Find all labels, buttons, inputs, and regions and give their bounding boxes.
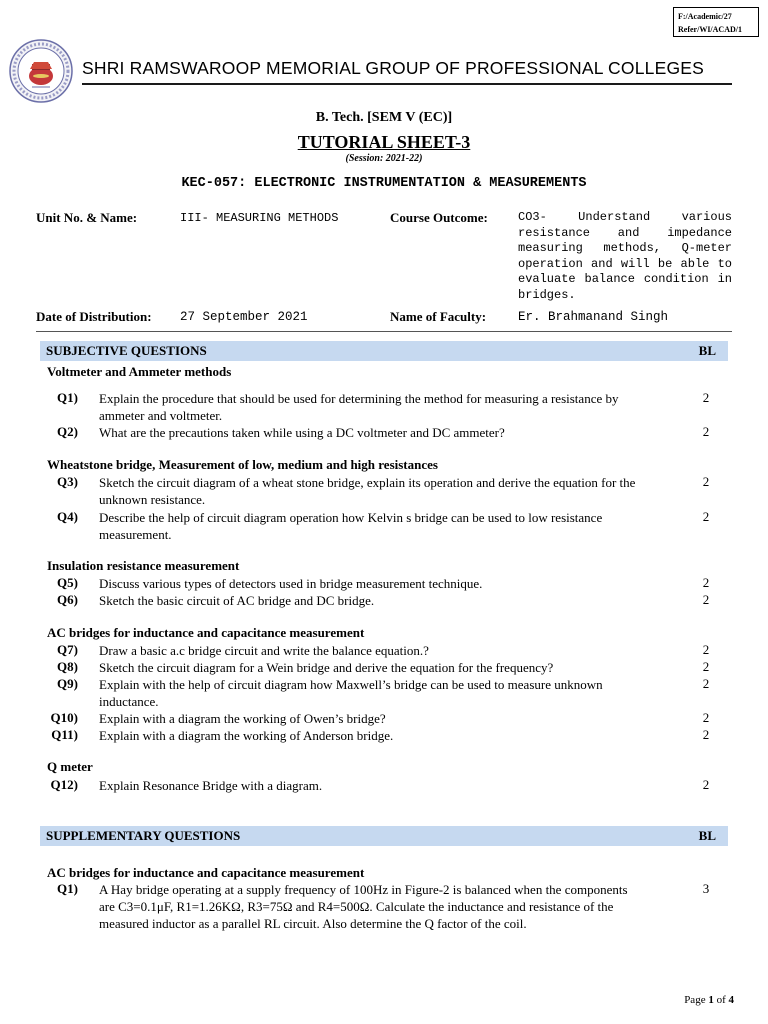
header-rule	[82, 83, 732, 85]
bloom-level: 2	[702, 390, 710, 405]
question-text: Sketch the circuit diagram of a wheat stone bridge, explain its operation and derive the equation for the unknown resistance.	[99, 475, 636, 507]
question-text: Explain with the help of circuit diagram how Maxwell’s bridge can be used to measure unknown inductance.	[99, 677, 603, 709]
bloom-level: 2	[702, 642, 710, 657]
question-number: Q12)	[50, 777, 78, 792]
bloom-level: 2	[702, 676, 710, 691]
question-number: Q3)	[57, 474, 78, 489]
question-text: What are the precautions taken while using a DC voltmeter and DC ammeter?	[99, 425, 505, 440]
question-text: A Hay bridge operating at a supply frequency of 100Hz in Figure-2 is balanced when the components are C3=0.1μF, R1=1.26KΩ, R3=75Ω and R4=500Ω. Calculate the inductance and resistance of the measured inductor as a parallel RL circuit. Also determine the Q factor of the coil.	[99, 882, 628, 931]
date-of-distribution-value: 27 September 2021	[180, 310, 308, 324]
page-number	[684, 994, 734, 1006]
sheet-title: TUTORIAL SHEET-3	[297, 132, 471, 152]
question-number: Q8)	[57, 659, 78, 674]
reference-line-2: Refer/WI/ACAD/1	[678, 25, 742, 34]
current-page: 1	[708, 994, 714, 1006]
question-number: Q9)	[57, 676, 78, 691]
bloom-level: 2	[702, 509, 710, 524]
bl-column-header: BL	[698, 343, 716, 358]
question-text: Sketch the basic circuit of AC bridge and DC bridge.	[99, 593, 375, 608]
total-pages: 4	[728, 994, 734, 1006]
topic-heading: Wheatstone bridge, Measurement of low, medium and high resistances	[47, 457, 438, 472]
bloom-level: 2	[702, 592, 710, 607]
course-title: KEC-057: ELECTRONIC INSTRUMENTATION & MEASUREMENTS	[181, 176, 587, 191]
bloom-level: 3	[702, 881, 710, 896]
question-number: Q10)	[50, 710, 78, 725]
bloom-level: 2	[702, 777, 710, 792]
course-outcome-value: CO3- Understand various resistance and impedance measuring methods, Q-meter operation and will be able to evaluate balance condition in bridges.	[518, 210, 732, 302]
bloom-level: 2	[702, 424, 710, 439]
course-outcome-label: Course Outcome:	[390, 210, 488, 225]
question-text: Explain Resonance Bridge with a diagram.	[99, 778, 323, 793]
question-number: Q5)	[57, 575, 78, 590]
question-text: Explain with a diagram the working of Anderson bridge.	[99, 728, 394, 743]
college-logo-seal	[8, 38, 74, 104]
document-reference-box	[673, 7, 759, 37]
question-number: Q2)	[57, 424, 78, 439]
bloom-level: 2	[702, 727, 710, 742]
topic-heading: AC bridges for inductance and capacitance measurement	[47, 625, 365, 640]
question-number: Q1)	[57, 881, 78, 896]
of-label: of	[716, 994, 726, 1006]
subjective-heading: SUBJECTIVE QUESTIONS	[46, 343, 207, 358]
bloom-level: 2	[702, 710, 710, 725]
supplementary-questions-header	[40, 826, 728, 846]
bloom-level: 2	[702, 575, 710, 590]
reference-line-1: F:/Academic/27	[678, 12, 732, 21]
question-number: Q11)	[51, 727, 78, 742]
subjective-questions-header	[40, 341, 728, 361]
faculty-value: Er. Brahmanand Singh	[518, 310, 669, 324]
question-number: Q1)	[57, 390, 78, 405]
question-text: Draw a basic a.c bridge circuit and write the balance equation.?	[99, 643, 429, 658]
question-number: Q7)	[57, 642, 78, 657]
program-label: B. Tech. [SEM V (EC)]	[315, 110, 453, 125]
topic-heading: AC bridges for inductance and capacitance measurement	[47, 865, 365, 880]
bloom-level: 2	[702, 659, 710, 674]
question-number: Q6)	[57, 592, 78, 607]
faculty-label: Name of Faculty:	[390, 309, 487, 324]
topic-heading: Q meter	[47, 759, 93, 774]
page-label: Page	[684, 994, 706, 1006]
question-text: Describe the help of circuit diagram operation how Kelvin s bridge can be used to low resistance measurement.	[99, 510, 603, 542]
info-divider	[36, 331, 732, 332]
question-number: Q4)	[57, 509, 78, 524]
question-text: Explain with a diagram the working of Owen’s bridge?	[99, 711, 386, 726]
question-text: Sketch the circuit diagram for a Wein bridge and derive the equation for the frequency?	[99, 660, 554, 675]
bloom-level: 2	[702, 474, 710, 489]
bl-column-header: BL	[698, 828, 716, 843]
college-name: SHRI RAMSWAROOP MEMORIAL GROUP OF PROFESSIONAL COLLEGES	[82, 58, 704, 78]
unit-label: Unit No. & Name:	[36, 210, 138, 225]
supplementary-heading: SUPPLEMENTARY QUESTIONS	[46, 828, 241, 843]
unit-value: III- MEASURING METHODS	[180, 211, 339, 225]
question-text: Explain the procedure that should be used for determining the method for measuring a resistance by ammeter and voltmeter.	[99, 391, 619, 423]
date-of-distribution-label: Date of Distribution:	[36, 309, 152, 324]
session-label: (Session: 2021-22)	[345, 153, 423, 164]
topic-heading: Insulation resistance measurement	[47, 558, 240, 573]
question-text: Discuss various types of detectors used in bridge measurement technique.	[99, 576, 483, 591]
topic-heading: Voltmeter and Ammeter methods	[47, 364, 232, 379]
